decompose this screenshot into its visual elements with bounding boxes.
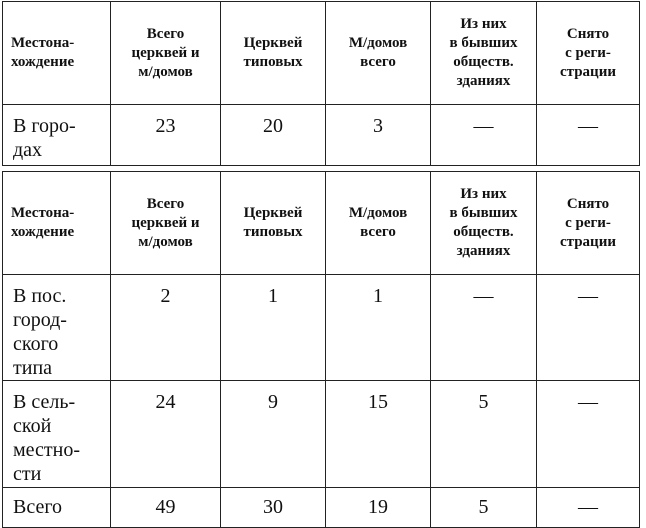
- cell-total: 23: [111, 105, 221, 166]
- table-top: [2, 1, 640, 166]
- cell-removed: —: [537, 381, 640, 488]
- header-location: Местона- хождение: [3, 2, 111, 105]
- header-total: Всего церквей и м/домов: [111, 2, 221, 105]
- header-typical: Церквей типовых: [221, 172, 326, 275]
- header-removed: Снято с реги- страции: [537, 172, 640, 275]
- cell-location: В пос. город- ского типа: [3, 275, 111, 381]
- cell-former: 5: [431, 488, 537, 528]
- cell-typical: 30: [221, 488, 326, 528]
- cell-former: 5: [431, 381, 537, 488]
- cell-total: 49: [111, 488, 221, 528]
- cell-removed: —: [537, 488, 640, 528]
- table-row: [3, 105, 640, 166]
- cell-removed: —: [537, 275, 640, 381]
- cell-houses: 15: [326, 381, 431, 488]
- cell-typical: 1: [221, 275, 326, 381]
- header-houses: М/домов всего: [326, 2, 431, 105]
- cell-houses: 1: [326, 275, 431, 381]
- cell-removed: —: [537, 105, 640, 166]
- cell-former: —: [431, 275, 537, 381]
- cell-houses: 19: [326, 488, 431, 528]
- cell-typical: 9: [221, 381, 326, 488]
- table-row: [3, 381, 640, 488]
- cell-houses: 3: [326, 105, 431, 166]
- cell-typical: 20: [221, 105, 326, 166]
- header-typical: Церквей типовых: [221, 2, 326, 105]
- cell-total: 2: [111, 275, 221, 381]
- table-row: [3, 275, 640, 381]
- table-row-total: [3, 488, 640, 528]
- cell-location: В сель- ской местно- сти: [3, 381, 111, 488]
- header-location: Местона- хождение: [3, 172, 111, 275]
- cell-total: 24: [111, 381, 221, 488]
- cell-former: —: [431, 105, 537, 166]
- cell-location: В горо- дах: [3, 105, 111, 166]
- header-former: Из них в бывших обществ. зданиях: [431, 2, 537, 105]
- header-houses: М/домов всего: [326, 172, 431, 275]
- header-total: Всего церквей и м/домов: [111, 172, 221, 275]
- cell-location: Всего: [3, 488, 111, 528]
- table-header-row: [3, 172, 640, 275]
- table-header-row: [3, 2, 640, 105]
- table-bottom: [2, 171, 640, 528]
- header-removed: Снято с реги- страции: [537, 2, 640, 105]
- header-former: Из них в бывших обществ. зданиях: [431, 172, 537, 275]
